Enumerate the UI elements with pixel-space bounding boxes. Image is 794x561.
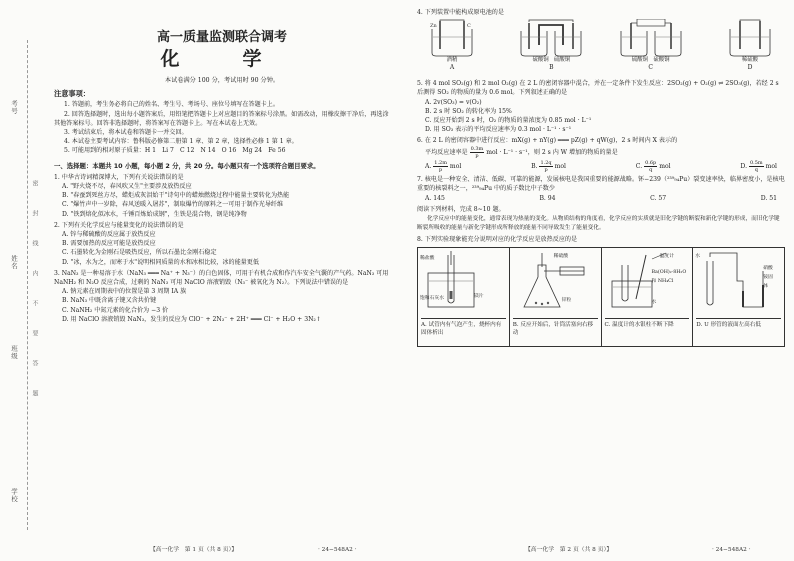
- q3-option-a: A. 钠元素在周期表中的位置是第 3 周期 ⅠA 族: [62, 288, 187, 296]
- q6-c-unit: mol: [659, 162, 671, 170]
- question-2: 2. 下列有关化学反应与能量变化的说法错误的是: [54, 221, 184, 229]
- q6-rate-pre: 平均反应速率是: [425, 148, 468, 156]
- galvanic-cell-a-icon: [422, 19, 482, 57]
- q8-caption-c: C. 温度计的水银柱不断下降: [605, 318, 690, 343]
- q8-a-label-acid: 稀盐酸: [420, 255, 435, 261]
- note-item: 5. 可能用到的相对原子质量：H 1 Li 7 C 12 N 14 O 16 Mg 24 Fe 56: [64, 147, 286, 155]
- q6-d-fraction: [749, 160, 764, 173]
- q6-b-num: 1.2q: [540, 159, 552, 166]
- q6-option-a: [425, 160, 461, 173]
- q4-a-solution: 酒精: [446, 57, 458, 64]
- q3-option-b: B. NaN₃ 中既含离子键又含共价键: [62, 297, 157, 305]
- q8-d-label-water: 水: [695, 253, 701, 259]
- q6-rate-den: p: [475, 152, 479, 159]
- section-heading: 一、选择题：本题共 10 小题，每小题 2 分，共 20 分。每小题只有一个选项符合题目要求。: [54, 161, 320, 170]
- q4-apparatus-row: [417, 19, 785, 77]
- q8-caption-d: D. U 形管的液面左高右低: [696, 318, 781, 343]
- q6-c-den: q: [649, 166, 653, 173]
- q6-c-fraction: [644, 160, 657, 173]
- q6-b-fraction: [539, 160, 552, 173]
- note-item: 2. 回答选择题时，选出每小题答案后，用铅笔把答题卡上对应题目的答案标号涂黑。如需改动，用橡皮擦干净后，再选涂其他答案标号。回答非选择题时，将答案写在答题卡上。写在本试卷上无效。: [54, 110, 389, 127]
- note-item: 1. 答题前，考生务必将自己的姓名、考生号、考场号、座位号填写在答题卡上。: [64, 101, 279, 109]
- q6-option-d: [740, 160, 777, 173]
- page-2-footer-right: · 24−548A2 ·: [712, 547, 751, 553]
- question-7: 7. 核电是一种安全、清洁、低碳、可靠的能源，发展核电是我国重要的能源战略。钚−239（²³⁹₉₄Pu）裂变速率快，临界密度小，是核电重要的核裂料之一，²³⁹₉₄Pu 中的质子数比中子数少: [417, 175, 785, 192]
- subject-title: 化 学: [160, 48, 284, 70]
- reading-instruction: 阅读下列材料，完成 8~10 题。: [417, 206, 505, 214]
- q6-a-letter: A.: [425, 162, 432, 170]
- note-item: 3. 考试结束后，将本试卷和答题卡一并交回。: [64, 129, 188, 137]
- q4-b-solution: 硫酸铜 硫酸铜: [532, 57, 571, 64]
- q8-d-label-nh4no3: 硝酸铵固体: [763, 265, 773, 290]
- q2-option-c: C. 石墨转化为金刚石是吸热反应，所以石墨比金刚石稳定: [62, 249, 217, 257]
- q2-option-b: B. 需要加热的反应可能是放热反应: [62, 240, 156, 248]
- q3-option-c: C. NaNH₂ 中氮元素的化合价为 −3 价: [62, 306, 169, 314]
- page-1-footer-left: 【高一化学 第 1 页（共 8 页）】: [150, 547, 238, 553]
- q3-option-d: D. 用 NaClO 溶液销毁 NaN₃，发生的反应为 ClO⁻ + 2N₃⁻ + 2H⁺ ═══ Cl⁻ + H₂O + 3N₂↑: [62, 315, 321, 323]
- q8-a-label-limewater: 饱和石灰水: [420, 295, 444, 301]
- q8-caption-a: A. 试管内有气泡产生，烧杯内有固体析出: [421, 318, 506, 343]
- q6-a-den: p: [439, 166, 443, 173]
- q8-b-label-zinc: 锌粒: [561, 297, 572, 303]
- exam-no-label: 考号: [10, 100, 18, 115]
- page-1-footer-right: · 24−548A2 ·: [318, 547, 357, 553]
- seal-line-text: 密 封 线 内 不 要 答 题: [31, 180, 38, 405]
- q8-experiment-table: [417, 247, 785, 347]
- q5-option-c: C. 反应开始到 2 s 时，O₂ 的物质的量浓度为 0.85 mol · L⁻¹: [425, 117, 592, 125]
- question-5: 5. 将 4 mol SO₂(g) 和 2 mol O₂(g) 在 2 L 的密闭容器中混合，并在一定条件下发生反应：2SO₂(g) + O₂(g) ⇌ 2SO₃(g)，若经 2 s 后测得 SO₂ 的物质的量为 0.6 mol。下列叙述正确的是: [417, 80, 779, 97]
- q6-c-letter: C.: [635, 162, 643, 170]
- page-2-footer-left: 【高一化学 第 2 页（共 8 页）】: [525, 547, 613, 553]
- q7-option-c: C. 57: [650, 195, 667, 203]
- q6-options: [425, 160, 777, 173]
- q6-option-b: [531, 160, 566, 173]
- question-4: 4. 下列装置中能构成原电池的是: [417, 9, 504, 16]
- q2-option-a: A. 锌与稀硫酸的反应属于放热反应: [62, 231, 156, 239]
- q6-option-c: [636, 160, 671, 173]
- q6-a-unit: mol: [449, 162, 462, 170]
- question-6-rate: [425, 146, 785, 159]
- q5-option-d: D. 用 SO₃ 表示的平均反应速率为 0.3 mol · L⁻¹ · s⁻¹: [425, 126, 572, 134]
- q8-b-label-acid: 稀硫酸: [553, 253, 569, 259]
- q6-rate-post: mol · L⁻¹ · s⁻¹，则 2 s 内 W 增加的物质的量是: [486, 148, 618, 156]
- q8-cell-a: [418, 248, 510, 346]
- page-1-content: [54, 30, 390, 324]
- q8-c-label-water: 水: [651, 299, 657, 305]
- q4-apparatus-c: [616, 19, 686, 77]
- page-2: [397, 0, 794, 561]
- q6-b-letter: B.: [531, 162, 538, 170]
- q7-option-b: B. 94: [539, 195, 556, 203]
- q4-d-label: D: [747, 64, 753, 72]
- svg-text:Zn: Zn: [430, 23, 437, 30]
- q5-option-a: A. 2v(SO₃) = v(O₂): [425, 98, 482, 106]
- notes-list: [54, 100, 390, 155]
- q1-option-c: C. "爆竹声中一岁除，春风送暖入屠苏"，制取爆竹的原料之一可用于制作光导纤维: [62, 201, 284, 209]
- q4-b-label: B: [549, 64, 554, 72]
- q4-c-solution: 硫酸铜 硫酸铜: [631, 57, 670, 64]
- q1-option-b: B. "春蚕到死丝方尽，蜡炬成灰泪始干"诗句中的蜡烛燃烧过程中能量主要转化为热能: [62, 192, 290, 200]
- class-label: 班级: [10, 345, 18, 360]
- exam-meta: 本试卷满分 100 分，考试用时 90 分钟。: [164, 77, 280, 84]
- reading-passage: 化学反应中的能量变化，通常表现为热量的变化。从物质结构的角度看，化学反应的实质就是旧化学键的断裂和新化学键的形成，而旧化学键断裂所吸收的能量与新化学键形成所释放的能量不同导致发生了能量变化。: [417, 216, 780, 232]
- q8-a-label-mg: 镁片: [474, 293, 484, 299]
- q8-cell-c: [602, 248, 694, 346]
- q4-d-solution: 稀硫酸: [741, 57, 759, 64]
- question-6: 6. 在 2 L 的密闭容器中进行反应：mX(g) + nY(g) ═══ pZ(g) + qW(g)，2 s 时间内 X 表示的: [417, 137, 678, 145]
- q6-d-letter: D.: [740, 162, 748, 170]
- q8-c-label-reagents: Ba(OH)₂·8H₂O 和 NH₄Cl: [651, 269, 687, 285]
- q6-rate-num: 0.3m: [470, 145, 484, 152]
- note-item: 4. 本试卷主要考试内容：鲁科版必修第二册第 1 章、第 2 章，选择性必修 1 第 1 章。: [64, 138, 298, 146]
- svg-text:C: C: [467, 23, 471, 30]
- q4-a-label: A: [449, 64, 455, 72]
- question-1: 1. 中华古诗词精深博大，下列有关说法错误的是: [54, 173, 184, 181]
- seal-dashed-line: [27, 40, 28, 530]
- galvanic-cell-b-icon: [517, 19, 585, 57]
- q5-option-b: B. 2 s 时 SO₂ 的转化率为 15%: [425, 107, 512, 115]
- q4-apparatus-d: [715, 19, 785, 77]
- q7-option-a: A. 145: [425, 195, 445, 203]
- q7-options: [425, 194, 777, 203]
- school-label: 学校: [10, 488, 18, 503]
- notes-heading: 注意事项：: [54, 89, 90, 99]
- exam-title: 高一质量监测联合调考: [156, 30, 287, 45]
- q6-a-num: 1.2m: [434, 159, 447, 166]
- question-8: 8. 下列实验现象能充分说明对应的化学反应是放热反应的是: [417, 235, 578, 243]
- q8-caption-b: B. 反应开始后，针筒活塞向右移动: [513, 318, 598, 343]
- q6-b-unit: mol: [554, 162, 566, 170]
- q8-c-label-thermometer: 温度计: [659, 253, 674, 259]
- q4-apparatus-b: [516, 19, 586, 77]
- galvanic-cell-c-icon: [617, 19, 685, 57]
- q7-option-d: D. 51: [760, 195, 777, 203]
- galvanic-cell-d-icon: [720, 19, 780, 57]
- q6-b-den: p: [544, 166, 548, 173]
- q8-cell-b: [510, 248, 602, 346]
- q2-option-d: D. "冰，水为之，而寒于水"说明相同质量的水和冰相比较，冰的能量更低: [62, 258, 259, 266]
- q6-rate-fraction: [470, 146, 485, 159]
- q1-option-d: D. "铁到熔化似冰水，千锤百炼始成钢"，生铁是混合物，钢是纯净物: [62, 210, 247, 218]
- q4-c-label: C: [648, 64, 653, 72]
- name-label: 姓名: [10, 255, 18, 270]
- q8-cell-d: [693, 248, 784, 346]
- q4-apparatus-a: [417, 19, 487, 77]
- q6-d-den: q: [754, 166, 758, 173]
- q6-a-fraction: [433, 160, 448, 173]
- q6-d-num: 0.5m: [749, 159, 763, 166]
- q6-c-num: 0.6p: [645, 159, 657, 166]
- page-2-content: [417, 9, 785, 347]
- binding-margin: [0, 0, 46, 561]
- q1-option-a: A. "野火烧不尽，春风吹又生"主要涉及放热反应: [62, 183, 192, 191]
- question-3: 3. NaN₃ 是一种易溶于水（NaN₃ ═══ Na⁺ + N₃⁻）的白色固体，可用于有机合成和作汽车安全气囊的产气药。NaN₃ 可用 NaNH₂ 和 N₂O 反应合成，过剩的 NaN₃ 可用 NaClO 溶液销毁（N₃⁻ 被氧化为 N₂）。下列说法中错误的是: [54, 269, 389, 287]
- q6-d-unit: mol: [765, 162, 777, 170]
